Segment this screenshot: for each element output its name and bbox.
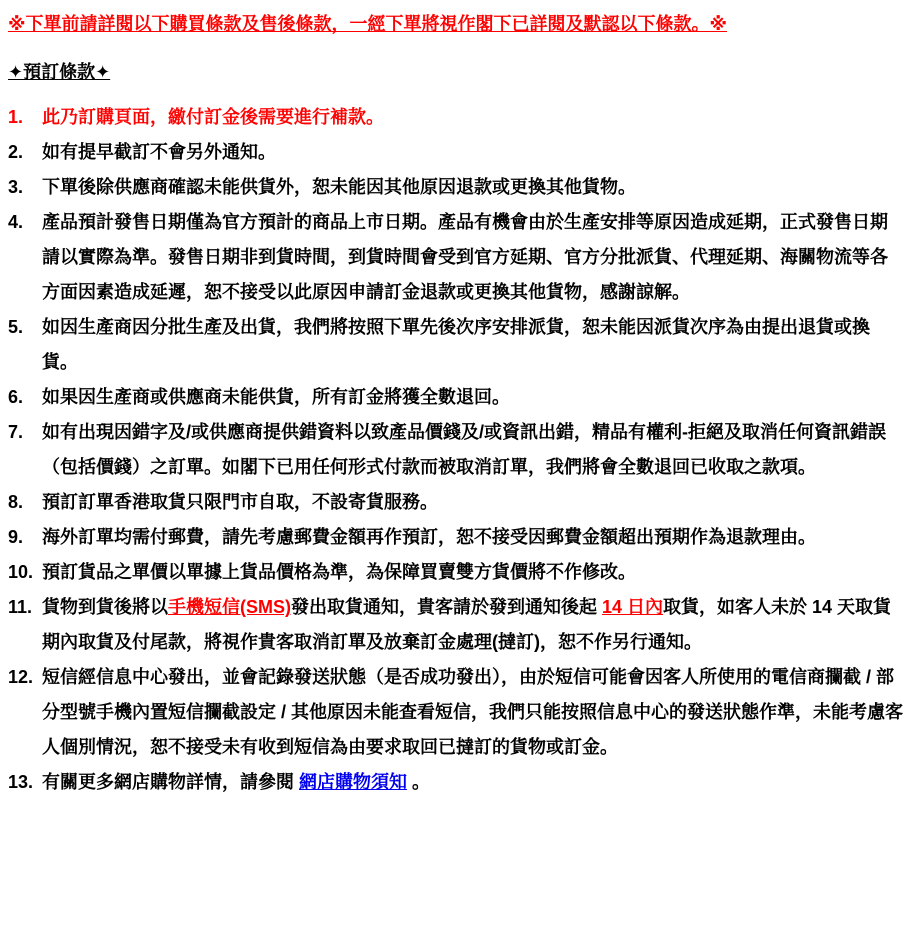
term-text: [42, 170, 903, 205]
section-header-preorder-terms: ✦預訂條款✦: [8, 62, 111, 82]
term-item-12: [8, 660, 903, 765]
term-segment: 貨物到貨後將以: [42, 597, 168, 617]
term-segment: 取貨，如客人未於 14 天取貨期內取貨及付尾款，將視作貴客取消訂單及放棄訂金處理(撻訂)，恕不作另行通知。: [42, 597, 892, 652]
term-number: 9.: [8, 527, 24, 547]
term-text: [42, 100, 903, 135]
term-number: 13.: [8, 772, 34, 792]
shop-guide-link[interactable]: 網店購物須知: [299, 772, 407, 792]
term-item-2: [8, 135, 903, 170]
term-segment: 如因生產商因分批生產及出貨，我們將按照下單先後次序安排派貨，恕未能因派貨次序為由提出退貨或換貨。: [42, 317, 870, 372]
term-number: 6.: [8, 387, 24, 407]
term-item-13: [8, 765, 903, 800]
term-text: [42, 660, 903, 765]
term-item-1: [8, 100, 903, 135]
term-text: [42, 205, 903, 310]
highlighted-term-text: 手機短信(SMS): [168, 597, 291, 617]
term-segment: 如果因生產商或供應商未能供貨，所有訂金將獲全數退回。: [42, 387, 510, 407]
term-segment: 發出取貨通知，貴客請於發到通知後起: [291, 597, 602, 617]
term-item-10: [8, 555, 903, 590]
term-text: [42, 415, 903, 485]
term-item-4: [8, 205, 903, 310]
term-item-9: [8, 520, 903, 555]
term-number: 11.: [8, 597, 33, 617]
term-item-5: [8, 310, 903, 380]
highlighted-term-text: 14 日內: [602, 597, 664, 617]
term-text: [42, 380, 903, 415]
term-text: [42, 765, 903, 800]
term-text: [42, 590, 903, 660]
term-item-11: [8, 590, 903, 660]
term-text: [42, 135, 903, 170]
term-number: 12.: [8, 667, 34, 687]
term-number: 7.: [8, 422, 24, 442]
term-text: [42, 520, 903, 555]
term-text: [42, 310, 903, 380]
term-segment: 有關更多網店購物詳情，請參閱: [42, 772, 299, 792]
term-segment: 下單後除供應商確認未能供貨外，恕未能因其他原因退款或更換其他貨物。: [42, 177, 636, 197]
page-title: ※下單前請詳閱以下購買條款及售後條款，一經下單將視作閣下已詳閱及默認以下條款。※: [8, 14, 727, 34]
term-number: 1.: [8, 107, 24, 127]
term-segment: 。: [407, 772, 431, 792]
term-segment: 短信經信息中心發出，並會記錄發送狀態（是否成功發出），由於短信可能會因客人所使用的電信商攔截 / 部分型號手機內置短信攔截設定 / 其他原因未能查看短信，我們只能按照信息中心的發送狀態作準，未能考慮客人個別情況，恕不接受未有收到短信為由要求取回已撻訂的貨物或訂金。: [42, 667, 903, 757]
term-segment: 產品預計發售日期僅為官方預計的商品上市日期。產品有機會由於生產安排等原因造成延期，正式發售日期請以實際為準。發售日期非到貨時間，到貨時間會受到官方延期、官方分批派貨、代理延期、海關物流等各方面因素造成延遲，恕不接受以此原因申請訂金退款或更換其他貨物，感謝諒解。: [42, 212, 888, 302]
term-segment: 海外訂單均需付郵費，請先考慮郵費金額再作預訂，恕不接受因郵費金額超出預期作為退款理由。: [42, 527, 816, 547]
term-number: 2.: [8, 142, 24, 162]
term-number: 10.: [8, 562, 34, 582]
term-number: 4.: [8, 212, 24, 232]
term-item-3: [8, 170, 903, 205]
term-item-7: [8, 415, 903, 485]
term-segment: 預訂訂單香港取貨只限門市自取，不設寄貨服務。: [42, 492, 438, 512]
term-text: [42, 485, 903, 520]
term-item-6: [8, 380, 903, 415]
term-number: 3.: [8, 177, 24, 197]
term-number: 8.: [8, 492, 24, 512]
terms-list: [8, 100, 903, 800]
term-segment: 預訂貨品之單價以單據上貨品價格為準，為保障買賣雙方貨價將不作修改。: [42, 562, 636, 582]
term-item-8: [8, 485, 903, 520]
term-number: 5.: [8, 317, 24, 337]
term-text: [42, 555, 903, 590]
term-segment: 如有提早截訂不會另外通知。: [42, 142, 276, 162]
alert-term-text: 此乃訂購頁面，繳付訂金後需要進行補款。: [42, 107, 384, 127]
term-segment: 如有出現因錯字及/或供應商提供錯資料以致產品價錢及/或資訊出錯，精品有權利-拒絕及取消任何資訊錯誤（包括價錢）之訂單。如閣下已用任何形式付款而被取消訂單，我們將會全數退回已收取之款項。: [42, 422, 886, 477]
